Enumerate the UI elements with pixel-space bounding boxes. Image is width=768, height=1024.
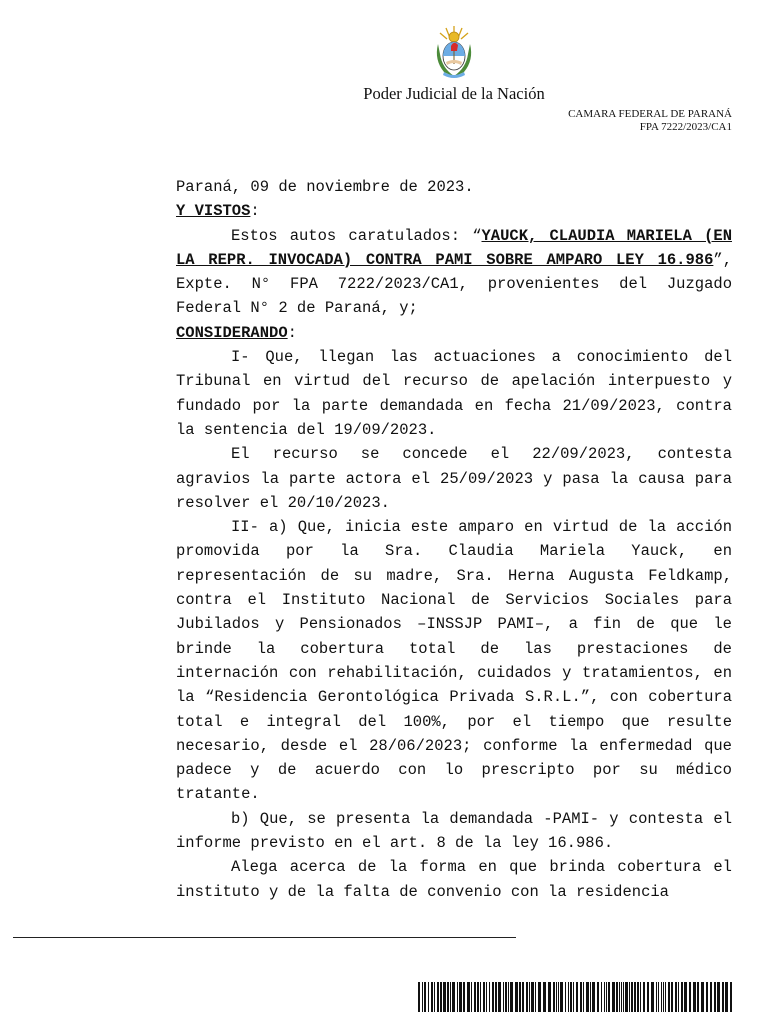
autos-rest: ”, Expte. N° FPA 7222/2023/CA1, provenientes del Juzgado Federal N° 2 de Paraná, y; bbox=[176, 250, 732, 318]
considerando-heading: CONSIDERANDO bbox=[176, 323, 288, 342]
autos-paragraph bbox=[176, 224, 732, 321]
considerando-colon: : bbox=[287, 323, 297, 342]
barcode-icon bbox=[418, 982, 732, 1012]
paragraph-4: b) Que, se presenta la demandada -PAMI- y contesta el informe previsto en el art. 8 de la ley 16.986. bbox=[176, 809, 732, 853]
coat-of-arms-icon bbox=[432, 24, 476, 80]
case-code: FPA 7222/2023/CA1 bbox=[639, 121, 732, 133]
footer-divider bbox=[13, 937, 516, 938]
vistos-heading-line bbox=[176, 199, 732, 223]
vistos-heading: Y VISTOS bbox=[176, 202, 251, 221]
paragraph-5: Alega acerca de la forma en que brinda cobertura el instituto y de la falta de convenio con la residencia bbox=[176, 858, 732, 901]
date-line: Paraná, 09 de noviembre de 2023. bbox=[176, 178, 474, 196]
autos-intro: Estos autos caratulados: “ bbox=[231, 226, 482, 245]
paragraph-1: I- Que, llegan las actuaciones a conocimiento del Tribunal en virtud del recurso de apelación interpuesto y fundado por la parte demandada en fecha 21/09/2023, contra la sentencia del 19/09/2023. bbox=[176, 348, 732, 439]
autos-title: YAUCK, CLAUDIA MARIELA (EN LA REPR. INVOCADA) CONTRA PAMI SOBRE AMPARO LEY 16.986 bbox=[176, 226, 732, 269]
court-name: CAMARA FEDERAL DE PARANÁ bbox=[568, 108, 732, 120]
document-body bbox=[176, 175, 732, 904]
court-title: Poder Judicial de la Nación bbox=[363, 84, 545, 103]
paragraph-2: El recurso se concede el 22/09/2023, contesta agravios la parte actora el 25/09/2023 y pasa la causa para resolver el 20/10/2023. bbox=[176, 445, 732, 512]
vistos-colon: : bbox=[250, 202, 260, 221]
court-header-block bbox=[568, 108, 732, 134]
paragraph-3: II- a) Que, inicia este amparo en virtud de la acción promovida por la Sra. Claudia Mariela Yauck, en representación de su madre, Sra. Herna Augusta Feldkamp, contra el Instituto Nacional de Servicios Sociales para Jubilados y Pensionados –INSSJP PAMI–, a fin de que le brinde la cobertura total de las prestaciones de internación con rehabilitación, cuidados y tratamientos, en la “Residencia Gerontológica Privada S.R.L.”, con cobertura total e integral del 100%, por el tiempo que resulte necesario, desde el 28/06/2023; conforme la enfermedad que padece y de acuerdo con lo prescripto por su médico tratante. bbox=[176, 518, 732, 804]
considerando-heading-line bbox=[176, 321, 732, 345]
